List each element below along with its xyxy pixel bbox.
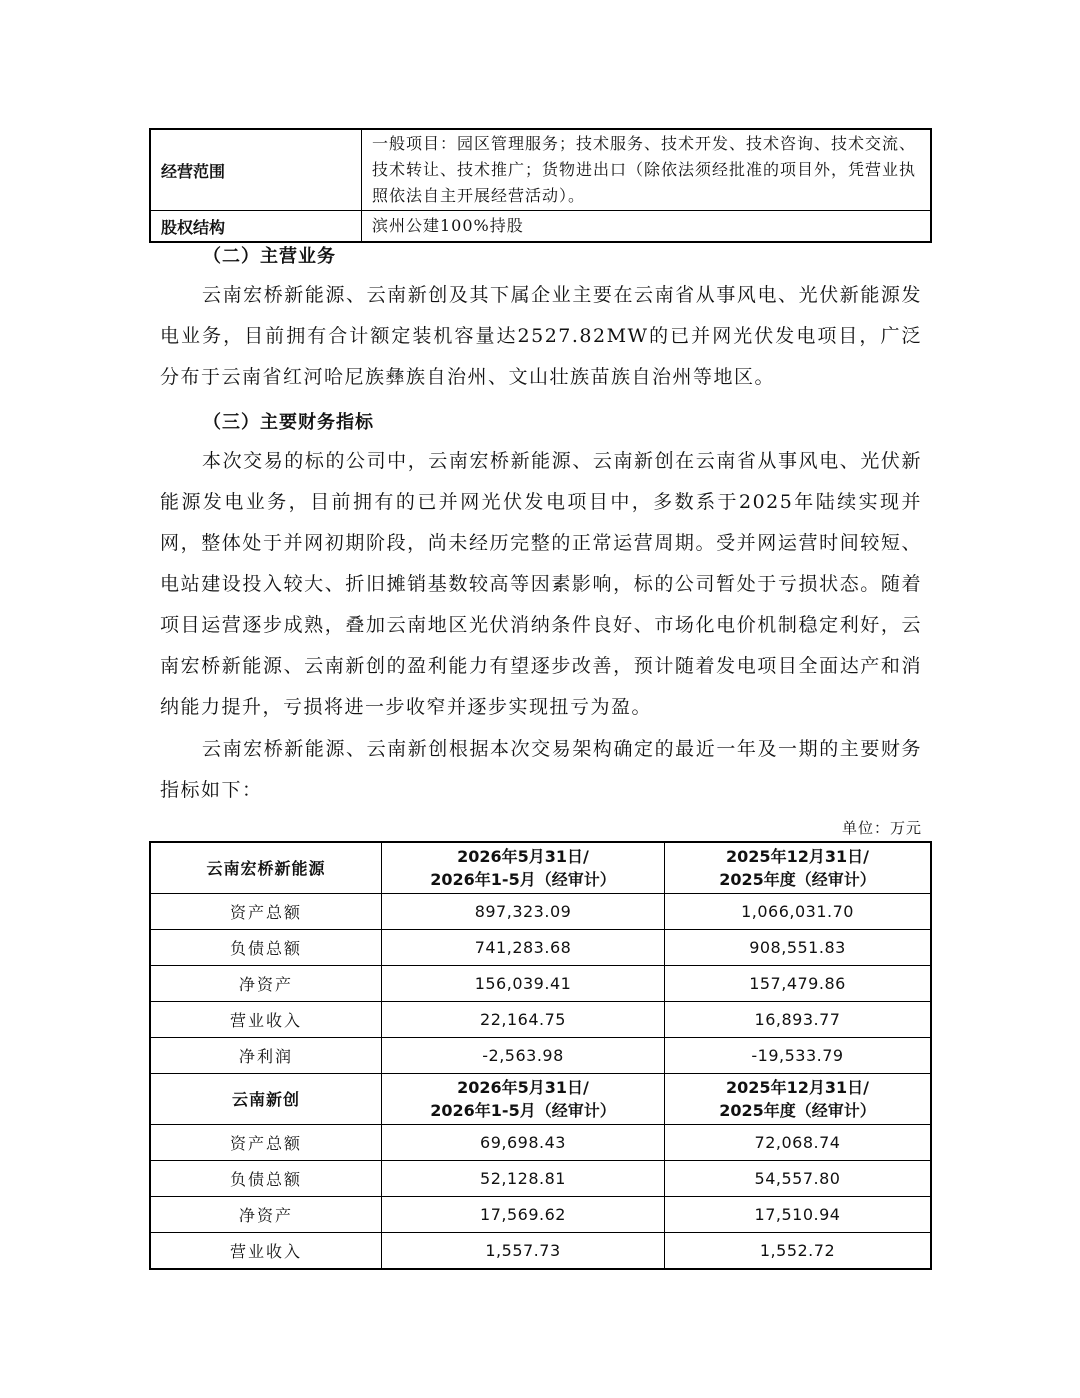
value-cell: 897,323.09 <box>382 894 665 930</box>
value-cell: 52,128.81 <box>382 1161 665 1197</box>
period-line: 2025年12月31日/ <box>726 1078 869 1097</box>
period-line: 2025年12月31日/ <box>726 847 869 866</box>
item-cell: 营业收入 <box>150 1002 382 1038</box>
item-cell: 营业收入 <box>150 1233 382 1270</box>
table-row <box>150 966 931 1002</box>
main-business-paragraph: 云南宏桥新能源、云南新创及其下属企业主要在云南省从事风电、光伏新能源发电业务，目前拥有合计额定装机容量达2527.82MW的已并网光伏发电项目，广泛分布于云南省红河哈尼族彝族自治州、文山壮族苗族自治州等地区。 <box>160 284 922 388</box>
unit-label: 单位：万元 <box>841 819 922 837</box>
company-name-cell: 云南宏桥新能源 <box>150 842 382 894</box>
table-row <box>150 211 931 243</box>
table-row <box>150 1002 931 1038</box>
value-cell: 1,066,031.70 <box>665 894 932 930</box>
item-cell: 资产总额 <box>150 894 382 930</box>
item-cell: 净利润 <box>150 1038 382 1074</box>
value-cell: -2,563.98 <box>382 1038 665 1074</box>
value-cell: 69,698.43 <box>382 1125 665 1161</box>
value-cell: 72,068.74 <box>665 1125 932 1161</box>
table-row <box>150 1038 931 1074</box>
equity-structure-value: 滨州公建100%持股 <box>362 211 932 243</box>
equity-structure-label: 股权结构 <box>150 211 362 243</box>
table-header-row <box>150 1074 931 1125</box>
item-cell: 净资产 <box>150 966 382 1002</box>
value-cell: 22,164.75 <box>382 1002 665 1038</box>
period-header-cell <box>382 842 665 894</box>
item-cell: 负债总额 <box>150 1161 382 1197</box>
item-cell: 净资产 <box>150 1197 382 1233</box>
table-header-row <box>150 842 931 894</box>
value-cell: 54,557.80 <box>665 1161 932 1197</box>
value-cell: 17,569.62 <box>382 1197 665 1233</box>
value-cell: -19,533.79 <box>665 1038 932 1074</box>
period-line: 2026年1-5月（经审计） <box>430 870 616 889</box>
business-scope-value: 一般项目：园区管理服务；技术服务、技术开发、技术咨询、技术交流、技术转让、技术推广；货物进出口（除依法须经批准的项目外，凭营业执照依法自主开展经营活动）。 <box>362 129 932 211</box>
value-cell: 156,039.41 <box>382 966 665 1002</box>
section-heading-main-business: （二）主营业务 <box>203 246 336 267</box>
period-line: 2025年度（经审计） <box>719 1101 876 1120</box>
section-heading-financial-indicators: （三）主要财务指标 <box>203 412 374 433</box>
period-line: 2025年度（经审计） <box>719 870 876 889</box>
table-row <box>150 1233 931 1270</box>
period-header-cell <box>665 1074 932 1125</box>
value-cell: 17,510.94 <box>665 1197 932 1233</box>
table-row <box>150 1161 931 1197</box>
item-cell: 资产总额 <box>150 1125 382 1161</box>
table-row <box>150 930 931 966</box>
period-line: 2026年5月31日/ <box>457 1078 589 1097</box>
period-line: 2026年1-5月（经审计） <box>430 1101 616 1120</box>
value-cell: 16,893.77 <box>665 1002 932 1038</box>
financial-indicators-paragraph: 本次交易的标的公司中，云南宏桥新能源、云南新创在云南省从事风电、光伏新能源发电业务，目前拥有的已并网光伏发电项目中，多数系于2025年陆续实现并网，整体处于并网初期阶段，尚未经历完整的正常运营周期。受并网运营时间较短、电站建设投入较大、折旧摊销基数较高等因素影响，标的公司暂处于亏损状态。随着项目运营逐步成熟，叠加云南地区光伏消纳条件良好、市场化电价机制稳定利好，云南宏桥新能源、云南新创的盈利能力有望逐步改善，预计随着发电项目全面达产和消纳能力提升，亏损将进一步收窄并逐步实现扭亏为盈。 <box>160 450 922 718</box>
value-cell: 157,479.86 <box>665 966 932 1002</box>
item-cell: 负债总额 <box>150 930 382 966</box>
value-cell: 741,283.68 <box>382 930 665 966</box>
table-row <box>150 894 931 930</box>
company-info-table <box>149 128 932 243</box>
period-header-cell <box>665 842 932 894</box>
business-scope-label: 经营范围 <box>150 129 362 211</box>
value-cell: 1,552.72 <box>665 1233 932 1270</box>
table-row <box>150 1125 931 1161</box>
period-line: 2026年5月31日/ <box>457 847 589 866</box>
table-row <box>150 129 931 211</box>
company-name-cell: 云南新创 <box>150 1074 382 1125</box>
period-header-cell <box>382 1074 665 1125</box>
table-row <box>150 1197 931 1233</box>
value-cell: 1,557.73 <box>382 1233 665 1270</box>
financial-table <box>149 841 932 1270</box>
value-cell: 908,551.83 <box>665 930 932 966</box>
financial-intro-paragraph: 云南宏桥新能源、云南新创根据本次交易架构确定的最近一年及一期的主要财务指标如下： <box>160 738 922 801</box>
